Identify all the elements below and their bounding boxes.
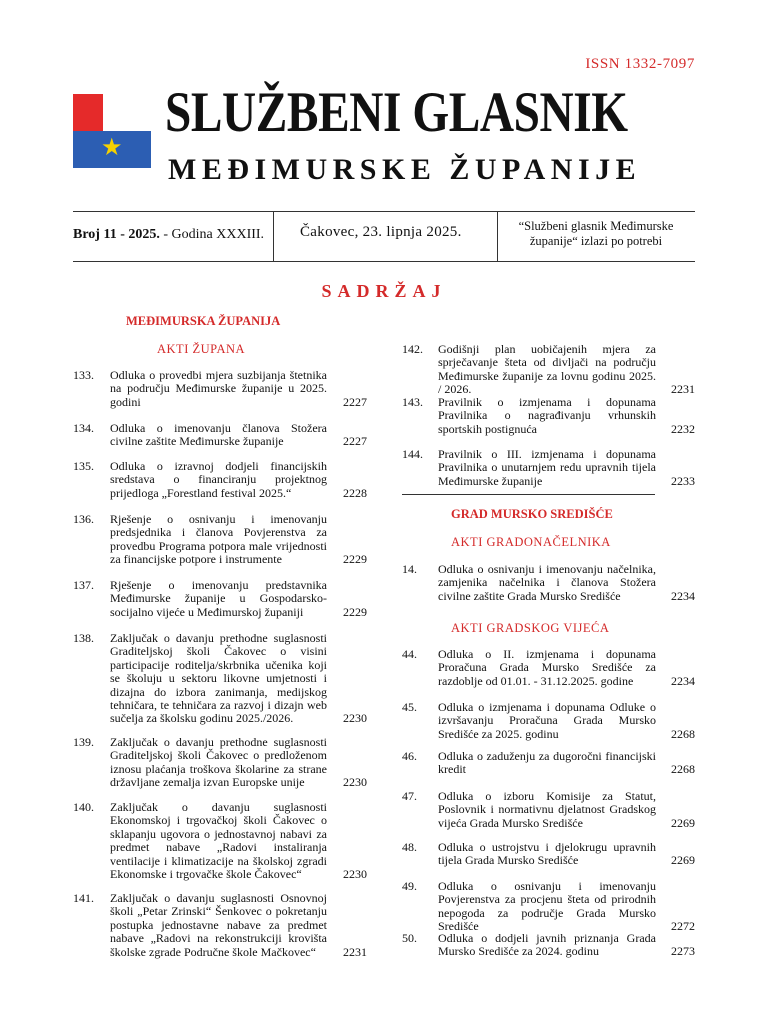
toc-entry-page: 2268 — [671, 726, 695, 741]
toc-entry-title: Odluka o izmjenama i dopunama Odluke o izvršavanju Proračuna Grada Mursko Središće za 2025. godinu — [438, 700, 656, 741]
toc-entry-title: Pravilnik o III. izmjenama i dopunama Pravilnika o unutarnjem redu upravnih tijela Međimurske županije — [438, 447, 656, 488]
toc-entry-page: 2233 — [671, 473, 695, 488]
subsection-council-acts: AKTI GRADSKOG VIJEĆA — [451, 621, 610, 635]
toc-entry-number: 50. — [402, 931, 417, 945]
toc-entry-page: 2228 — [343, 485, 367, 500]
section-heading-town: GRAD MURSKO SREDIŠĆE — [451, 507, 613, 521]
toc-entry-number: 134. — [73, 421, 94, 435]
county-flag-logo — [73, 94, 151, 168]
toc-entry-number: 141. — [73, 891, 94, 905]
toc-entry-number: 48. — [402, 840, 417, 854]
toc-entry-number: 45. — [402, 700, 417, 714]
toc-entry-number: 138. — [73, 631, 94, 645]
toc-entry-title: Odluka o osnivanju i imenovanju Povjerenstva za procjenu šteta od prirodnih nepogoda za područje Grada Mursko Središće — [438, 879, 656, 934]
toc-entry-number: 142. — [402, 342, 423, 356]
toc-entry-page: 2269 — [671, 815, 695, 830]
publication-note: “Službeni glasnik Međimurske županije“ izlazi po potrebi — [518, 219, 674, 248]
toc-entry-page: 2230 — [343, 867, 367, 881]
toc-entry-title: Odluka o II. izmjenama i dopunama Proračuna Grada Mursko Središće za razdoblje od 01.01. - 31.12.2025. godine — [438, 647, 656, 688]
toc-entry-title: Pravilnik o izmjenama i dopunama Pravilnika o nagrađivanju vrhunskih sportskih postignuća — [438, 395, 656, 436]
toc-entry-title: Godišnji plan uobičajenih mjera za sprječavanje šteta od divljači na području Međimurske županije za lovnu godinu 2025. / 2026. — [438, 342, 656, 397]
toc-entry-title: Odluka o izboru Komisije za Statut, Poslovnik i normativnu djelatnost Gradskog vijeća Grada Mursko Središće — [438, 789, 656, 830]
toc-entry-number: 143. — [402, 395, 423, 409]
masthead-subtitle: MEĐIMURSKE ŽUPANIJE — [168, 153, 642, 186]
section-heading-county: MEĐIMURSKA ŽUPANIJA — [126, 314, 281, 328]
toc-entry-title: Rješenje o osnivanju i imenovanju predsjednika i članova Povjerenstva za provedbu Programa potpora male vrijednosti za financijske potpore i instrumente — [110, 512, 327, 567]
header-divider-1 — [273, 211, 274, 261]
toc-entry-title: Odluka o zaduženju za dugoročni financijski kredit — [438, 749, 656, 777]
toc-entry-page: 2269 — [671, 853, 695, 868]
place-date: Čakovec, 23. lipnja 2025. — [300, 224, 462, 240]
toc-entry-title: Zaključak o davanju prethodne suglasnosti Graditeljskoj školi Čakovec o predloženom iznosu plaćanja troškova školarine za strane državljane zemalja izvan Europske unije — [110, 735, 327, 790]
star-icon: ★ — [101, 135, 123, 161]
toc-entry-page: 2229 — [343, 604, 367, 619]
issue-year: - Godina XXXIII. — [159, 227, 265, 242]
toc-entry-title: Odluka o osnivanju i imenovanju načelnika, zamjenika načelnika i članova Stožera civilne zaštite Grada Mursko Središće — [438, 562, 656, 603]
contents-heading: SADRŽAJ — [321, 281, 447, 301]
toc-entry-number: 139. — [73, 735, 94, 749]
toc-entry-page: 2273 — [671, 944, 695, 959]
issue-info — [73, 227, 264, 243]
toc-entry-page: 2268 — [671, 762, 695, 777]
toc-entry-title: Zaključak o davanju suglasnosti Ekonomskoj i trgovačkoj školi Čakovec o sklapanju ugovora o jednostavnoj nabavi za predmet nabave „Radovi instaliranja ventilacije i klimatizacije na školskoj zgradi Ekonomske i trgovačke škole Čakovec“ — [110, 800, 327, 882]
toc-entry-number: 135. — [73, 459, 94, 473]
toc-entry-title: Odluka o izravnoj dodjeli financijskih sredstava o financiranju projektnog prijedloga „Forestland festival 2025.“ — [110, 459, 327, 500]
toc-entry-number: 44. — [402, 647, 417, 661]
toc-entry-page: 2230 — [343, 711, 367, 726]
toc-entry-number: 140. — [73, 800, 94, 814]
toc-entry-page: 2227 — [343, 394, 367, 409]
toc-entry-page: 2231 — [671, 382, 695, 397]
toc-entry-title: Odluka o ustrojstvu i djelokrugu upravnih tijela Grada Mursko Središće — [438, 840, 656, 868]
toc-entry-page: 2232 — [671, 421, 695, 436]
issue-number: Broj 11 - 2025. — [73, 227, 160, 242]
toc-entry-page: 2234 — [671, 588, 695, 603]
toc-entry-number: 136. — [73, 512, 94, 526]
toc-entry-page: 2229 — [343, 552, 367, 567]
toc-entry-title: Zaključak o davanju prethodne suglasnosti Graditeljskoj školi Čakovec o visini participacije roditelja/skrbnika učenika koji se školuju u sektoru likovne umjetnosti i dizajna do izbora zanimanja, medijskog tehničara, te tehničara za razvoj i dizajn web sučelja za školsku godinu 2025./2026. — [110, 631, 327, 726]
issn-number: ISSN 1332-7097 — [585, 56, 695, 72]
subsection-mayor-acts: AKTI GRADONAČELNIKA — [451, 535, 611, 549]
toc-entry-page: 2234 — [671, 673, 695, 688]
toc-entry-number: 133. — [73, 368, 94, 382]
toc-entry-number: 46. — [402, 749, 417, 763]
column-divider-rule — [402, 494, 655, 495]
toc-entry-page: 2230 — [343, 775, 367, 790]
toc-entry-page: 2231 — [343, 944, 367, 959]
toc-entry-page: 2227 — [343, 434, 367, 449]
toc-entry-title: Zaključak o davanju suglasnosti Osnovnoj školi „Petar Zrinski“ Šenkovec o pokretanju postupka jednostavne nabave za predmet nabave „Radovi na rekonstrukciji krovišta školske zgrade Područne škole Mačkovec“ — [110, 891, 327, 959]
header-rule-bottom — [73, 261, 695, 262]
header-rule-top — [73, 211, 695, 212]
toc-entry-number: 47. — [402, 789, 417, 803]
toc-entry-title: Rješenje o imenovanju predstavnika Međimurske županije u Gospodarsko-socijalno vijeće u Međimurskoj županiji — [110, 578, 327, 619]
toc-entry-number: 144. — [402, 447, 423, 461]
toc-entry-title: Odluka o provedbi mjera suzbijanja štetnika na području Međimurske županije u 2025. godini — [110, 368, 327, 409]
toc-entry-title: Odluka o imenovanju članova Stožera civilne zaštite Međimurske županije — [110, 421, 327, 449]
subsection-prefect-acts: AKTI ŽUPANA — [157, 342, 246, 356]
masthead-title: SLUŽBENI GLASNIK — [165, 81, 628, 144]
toc-entry-number: 137. — [73, 578, 94, 592]
toc-entry-number: 14. — [402, 562, 417, 576]
toc-entry-title: Odluka o dodjeli javnih priznanja Grada Mursko Središće za 2024. godinu — [438, 931, 656, 959]
toc-entry-page: 2272 — [671, 919, 695, 934]
toc-entry-number: 49. — [402, 879, 417, 893]
